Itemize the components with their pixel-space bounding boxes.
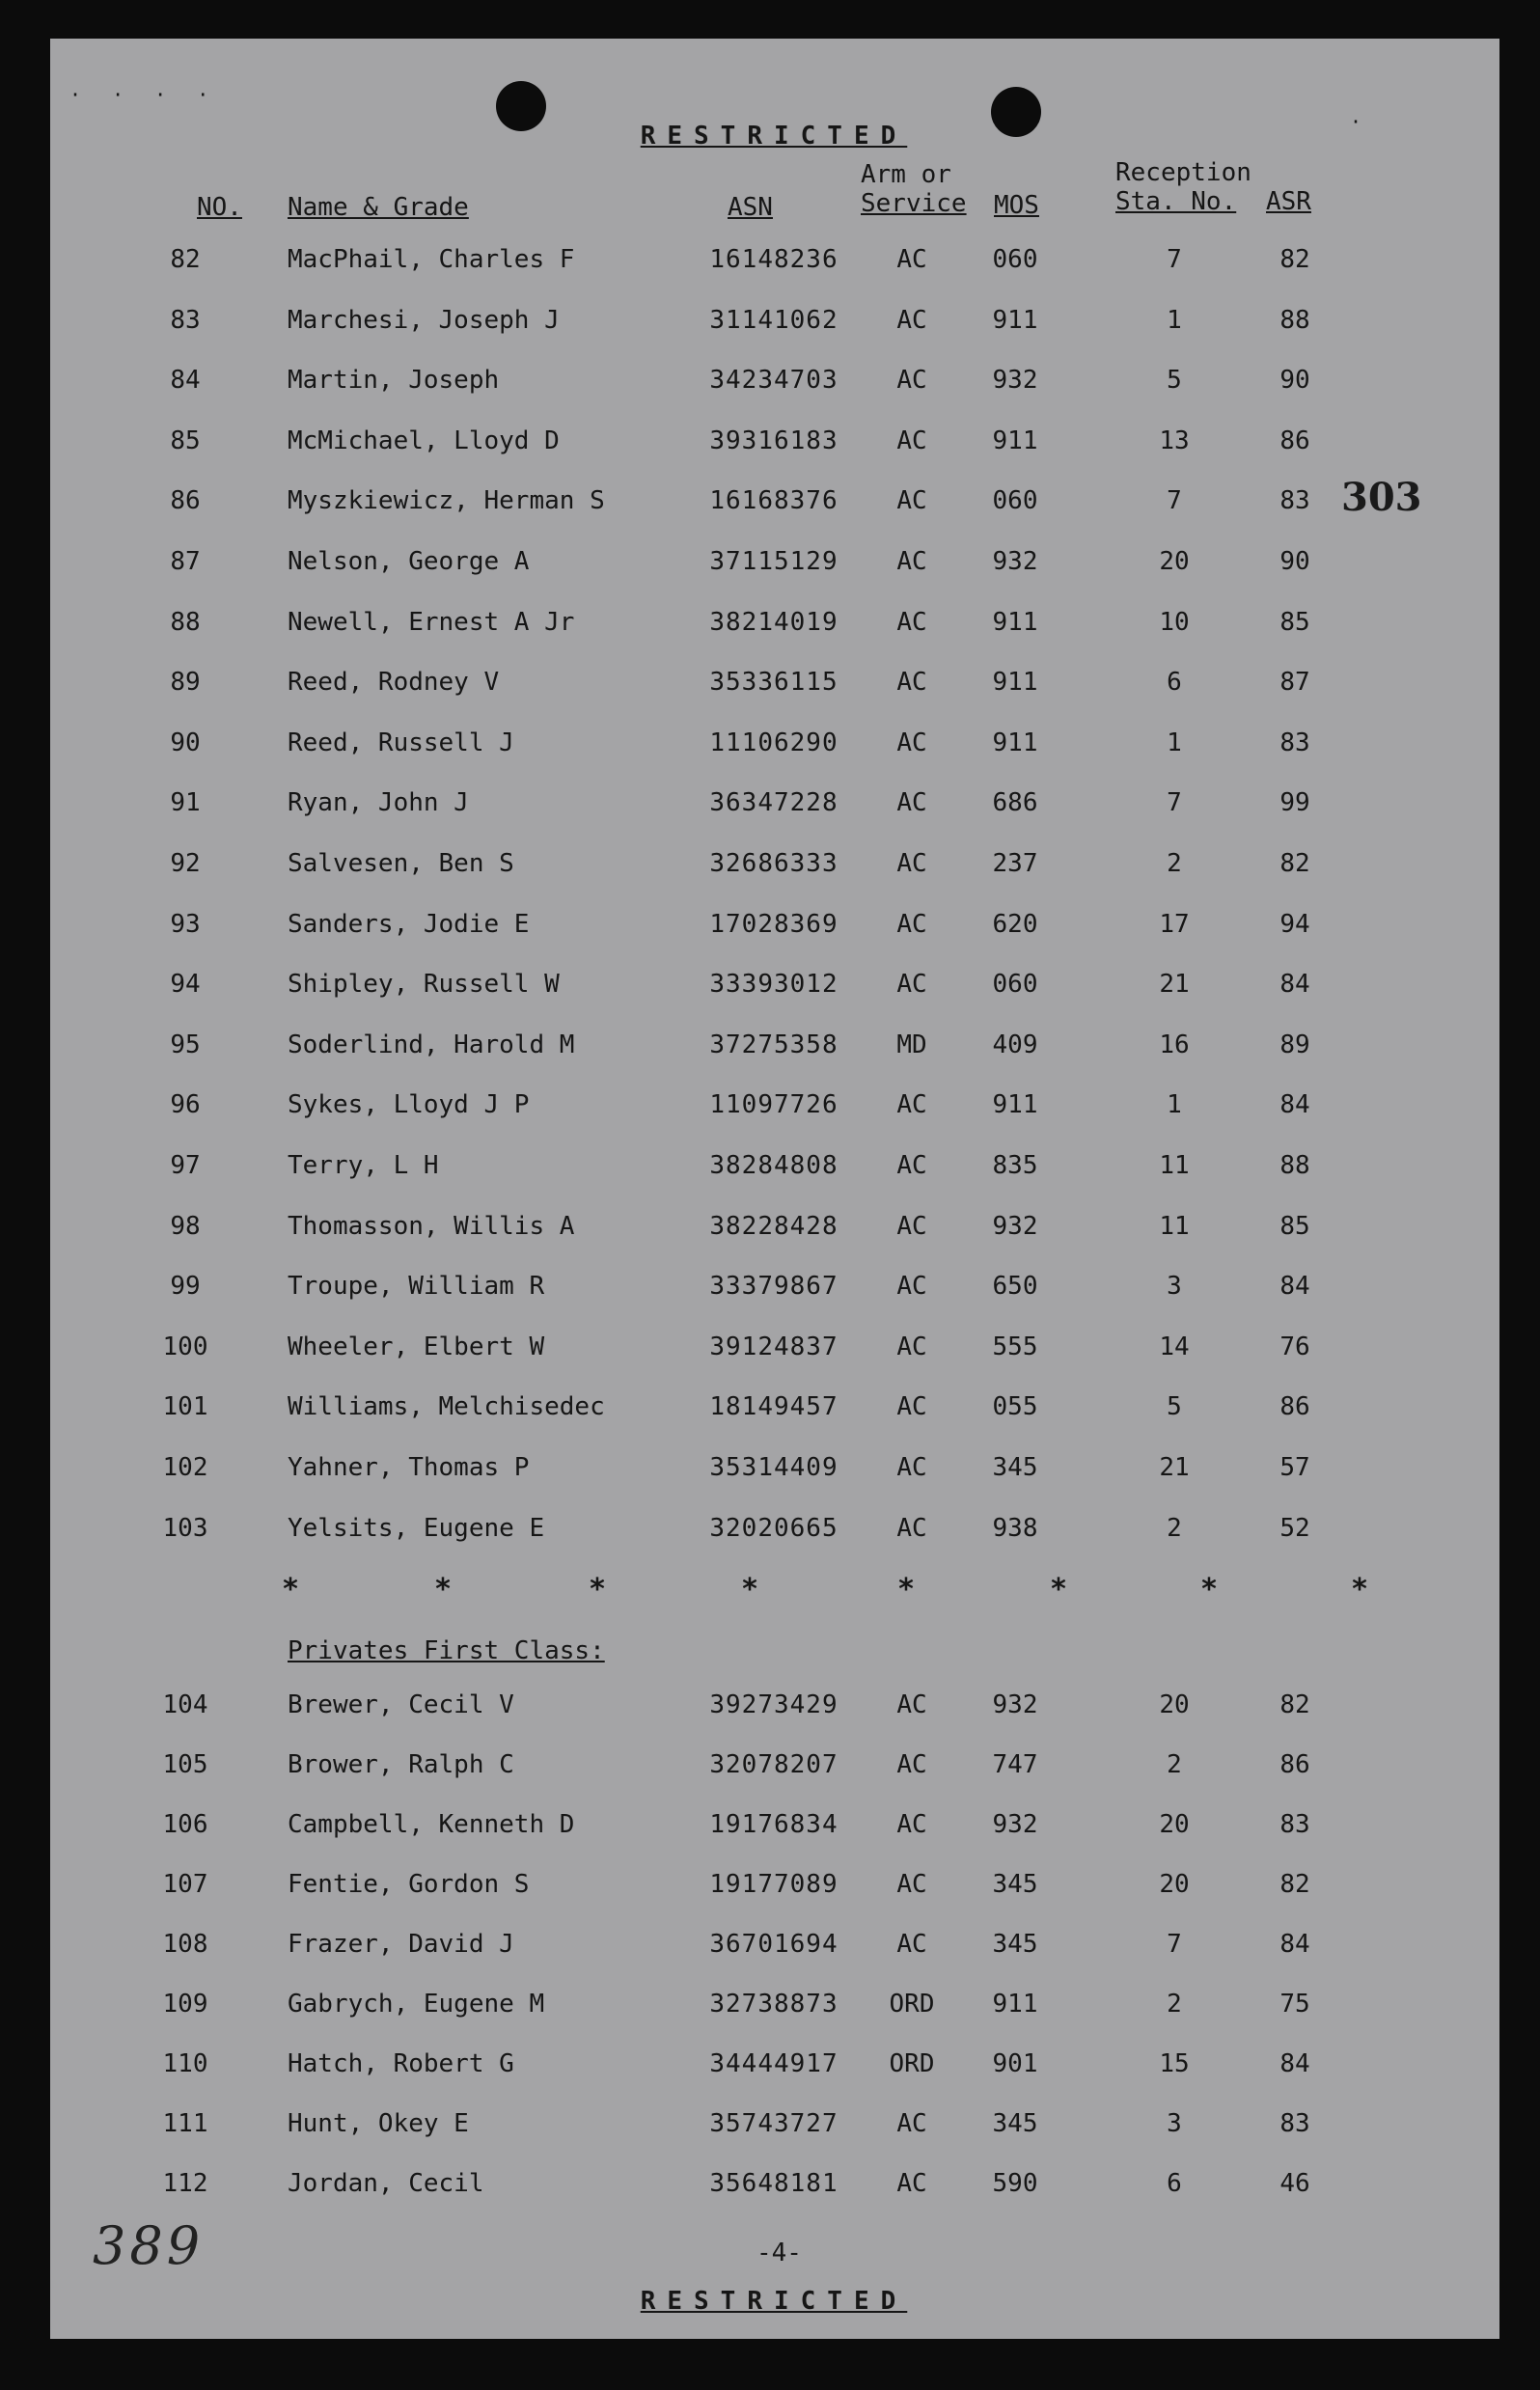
reception-station-cell: 1 — [1167, 1090, 1182, 1120]
asr-cell: 75 — [1279, 1990, 1310, 2019]
table-row — [50, 608, 1499, 656]
name-grade: Myszkiewicz, Herman S — [288, 486, 605, 516]
restricted-footer: RESTRICTED — [640, 2287, 908, 2316]
col-header-sta-top: Reception — [1115, 158, 1251, 187]
mos-cell: 237 — [992, 849, 1038, 878]
asn-cell: 31141062 — [709, 305, 839, 335]
arm-service-cell: MD — [896, 1030, 927, 1059]
row-number: 87 — [170, 547, 201, 576]
arm-service-cell: AC — [896, 2169, 927, 2198]
mos-cell: 345 — [992, 1453, 1038, 1482]
table-row — [50, 1690, 1499, 1739]
row-number: 85 — [170, 426, 201, 455]
name-grade: Terry, L H — [288, 1151, 439, 1180]
name-grade: MacPhail, Charles F — [288, 245, 575, 274]
reception-station-cell: 20 — [1159, 1810, 1190, 1839]
asr-cell: 46 — [1279, 2169, 1310, 2198]
asn-cell: 18149457 — [709, 1392, 839, 1422]
asr-cell: 84 — [1279, 2049, 1310, 2078]
row-number: 94 — [170, 970, 201, 1000]
arm-service-cell: AC — [896, 1453, 927, 1482]
table-row — [50, 668, 1499, 716]
arm-service-cell: AC — [896, 366, 927, 396]
reception-station-cell: 1 — [1167, 305, 1182, 335]
name-grade: McMichael, Lloyd D — [288, 426, 560, 455]
handwritten-number: 389 — [93, 2215, 205, 2276]
arm-service-cell: AC — [896, 2109, 927, 2138]
mos-cell: 055 — [992, 1392, 1038, 1422]
asr-cell: 84 — [1279, 970, 1310, 1000]
asn-cell: 34444917 — [709, 2049, 839, 2078]
mos-cell: 911 — [992, 607, 1038, 637]
asn-cell: 37115129 — [709, 547, 839, 576]
table-row — [50, 426, 1499, 475]
col-header-name: Name & Grade — [288, 193, 469, 222]
reception-station-cell: 7 — [1167, 486, 1182, 516]
arm-service-cell: AC — [896, 486, 927, 516]
name-grade: Salvesen, Ben S — [288, 849, 514, 878]
asr-cell: 85 — [1279, 607, 1310, 637]
asr-cell: 83 — [1279, 728, 1310, 757]
mos-cell: 911 — [992, 1090, 1038, 1120]
table-row — [50, 486, 1499, 535]
mos-cell: 060 — [992, 245, 1038, 274]
asn-cell: 35314409 — [709, 1453, 839, 1482]
row-number: 101 — [162, 1392, 208, 1422]
mos-cell: 590 — [992, 2169, 1038, 2198]
table-row — [50, 1514, 1499, 1562]
asn-cell: 19176834 — [709, 1810, 839, 1839]
col-header-asn: ASN — [728, 193, 773, 222]
reception-station-cell: 15 — [1159, 2049, 1190, 2078]
row-number: 92 — [170, 849, 201, 878]
reception-station-cell: 6 — [1167, 2169, 1182, 2198]
arm-service-cell: AC — [896, 668, 927, 698]
reception-station-cell: 3 — [1167, 2109, 1182, 2138]
name-grade: Frazer, David J — [288, 1930, 514, 1959]
stamped-number: 303 — [1341, 475, 1422, 520]
arm-service-cell: AC — [896, 1090, 927, 1120]
row-number: 103 — [162, 1513, 208, 1543]
reception-station-cell: 6 — [1167, 668, 1182, 698]
name-grade: Ryan, John J — [288, 788, 469, 818]
asr-cell: 89 — [1279, 1030, 1310, 1059]
arm-service-cell: AC — [896, 1870, 927, 1899]
arm-service-cell: AC — [896, 728, 927, 757]
table-row — [50, 1151, 1499, 1199]
row-number: 105 — [162, 1750, 208, 1779]
mos-cell: 345 — [992, 1870, 1038, 1899]
reception-station-cell: 5 — [1167, 1392, 1182, 1422]
arm-service-cell: AC — [896, 1810, 927, 1839]
asr-cell: 57 — [1279, 1453, 1310, 1482]
name-grade: Troupe, William R — [288, 1272, 545, 1302]
mos-cell: 345 — [992, 1930, 1038, 1959]
mos-cell: 747 — [992, 1750, 1038, 1779]
reception-station-cell: 14 — [1159, 1332, 1190, 1361]
mos-cell: 932 — [992, 547, 1038, 576]
table-row — [50, 2049, 1499, 2098]
asr-cell: 83 — [1279, 1810, 1310, 1839]
name-grade: Newell, Ernest A Jr — [288, 607, 575, 637]
asn-cell: 17028369 — [709, 909, 839, 939]
mos-cell: 686 — [992, 788, 1038, 818]
asn-cell: 32020665 — [709, 1513, 839, 1543]
arm-service-cell: AC — [896, 245, 927, 274]
asn-cell: 35336115 — [709, 668, 839, 698]
asn-cell: 11106290 — [709, 728, 839, 757]
row-number: 95 — [170, 1030, 201, 1059]
asr-cell: 82 — [1279, 1690, 1310, 1719]
mos-cell: 932 — [992, 1810, 1038, 1839]
asn-cell: 33379867 — [709, 1272, 839, 1302]
row-number: 107 — [162, 1870, 208, 1899]
name-grade: Yahner, Thomas P — [288, 1453, 530, 1482]
mos-cell: 835 — [992, 1151, 1038, 1180]
asr-cell: 88 — [1279, 1151, 1310, 1180]
reception-station-cell: 5 — [1167, 366, 1182, 396]
row-number: 88 — [170, 607, 201, 637]
arm-service-cell: AC — [896, 1392, 927, 1422]
table-row — [50, 2109, 1499, 2157]
mos-cell: 409 — [992, 1030, 1038, 1059]
row-number: 91 — [170, 788, 201, 818]
arm-service-cell: AC — [896, 1332, 927, 1361]
asn-cell: 35648181 — [709, 2169, 839, 2198]
arm-service-cell: AC — [896, 426, 927, 455]
asr-cell: 84 — [1279, 1272, 1310, 1302]
asr-cell: 87 — [1279, 668, 1310, 698]
col-header-sta-bottom: Sta. No. — [1115, 187, 1237, 216]
mos-cell: 650 — [992, 1272, 1038, 1302]
row-number: 109 — [162, 1990, 208, 2019]
asn-cell: 36347228 — [709, 788, 839, 818]
name-grade: Yelsits, Eugene E — [288, 1513, 545, 1543]
name-grade: Thomasson, Willis A — [288, 1211, 575, 1241]
row-number: 102 — [162, 1453, 208, 1482]
table-row — [50, 1212, 1499, 1260]
asn-cell: 32078207 — [709, 1750, 839, 1779]
asn-cell: 38214019 — [709, 607, 839, 637]
reception-station-cell: 11 — [1159, 1151, 1190, 1180]
punch-hole-left — [496, 81, 546, 131]
arm-service-cell: AC — [896, 1690, 927, 1719]
row-number: 90 — [170, 728, 201, 757]
name-grade: Brower, Ralph C — [288, 1750, 514, 1779]
row-number: 112 — [162, 2169, 208, 2198]
reception-station-cell: 2 — [1167, 1750, 1182, 1779]
mos-cell: 345 — [992, 2109, 1038, 2138]
name-grade: Reed, Russell J — [288, 728, 514, 757]
document-page — [50, 39, 1499, 2339]
asn-cell: 34234703 — [709, 366, 839, 396]
asr-cell: 82 — [1279, 849, 1310, 878]
section-title: Privates First Class: — [288, 1636, 605, 1665]
row-number: 82 — [170, 245, 201, 274]
arm-service-cell: AC — [896, 788, 927, 818]
arm-service-cell: ORD — [889, 1990, 935, 2019]
name-grade: Campbell, Kenneth D — [288, 1810, 575, 1839]
paper-speck: · — [1350, 110, 1362, 133]
name-grade: Hatch, Robert G — [288, 2049, 514, 2078]
arm-service-cell: AC — [896, 1151, 927, 1180]
reception-station-cell: 3 — [1167, 1272, 1182, 1302]
paper-specks: · · · · — [69, 83, 219, 106]
row-number: 108 — [162, 1930, 208, 1959]
mos-cell: 911 — [992, 668, 1038, 698]
asn-cell: 38228428 — [709, 1211, 839, 1241]
asn-cell: 16168376 — [709, 486, 839, 516]
row-number: 104 — [162, 1690, 208, 1719]
col-header-no: NO. — [197, 193, 242, 222]
name-grade: Marchesi, Joseph J — [288, 305, 560, 335]
asr-cell: 76 — [1279, 1332, 1310, 1361]
mos-cell: 555 — [992, 1332, 1038, 1361]
table-row — [50, 1090, 1499, 1139]
mos-cell: 901 — [992, 2049, 1038, 2078]
row-number: 98 — [170, 1211, 201, 1241]
col-header-arm-top: Arm or — [861, 160, 951, 189]
mos-cell: 620 — [992, 909, 1038, 939]
col-header-asr: ASR — [1266, 187, 1311, 216]
table-row — [50, 547, 1499, 595]
asn-cell: 39273429 — [709, 1690, 839, 1719]
table-row — [50, 366, 1499, 414]
table-row — [50, 970, 1499, 1018]
arm-service-cell: AC — [896, 1211, 927, 1241]
arm-service-cell: AC — [896, 1930, 927, 1959]
asr-cell: 52 — [1279, 1513, 1310, 1543]
table-row — [50, 849, 1499, 897]
mos-cell: 911 — [992, 728, 1038, 757]
arm-service-cell: AC — [896, 1750, 927, 1779]
reception-station-cell: 20 — [1159, 1690, 1190, 1719]
reception-station-cell: 2 — [1167, 1513, 1182, 1543]
asn-cell: 33393012 — [709, 970, 839, 1000]
asr-cell: 84 — [1279, 1090, 1310, 1120]
reception-station-cell: 16 — [1159, 1030, 1190, 1059]
reception-station-cell: 17 — [1159, 909, 1190, 939]
mos-cell: 938 — [992, 1513, 1038, 1543]
arm-service-cell: AC — [896, 1272, 927, 1302]
asr-cell: 83 — [1279, 2109, 1310, 2138]
table-row — [50, 1750, 1499, 1799]
table-row — [50, 1930, 1499, 1978]
name-grade: Jordan, Cecil — [288, 2169, 484, 2198]
reception-station-cell: 20 — [1159, 547, 1190, 576]
asr-cell: 94 — [1279, 909, 1310, 939]
asn-cell: 37275358 — [709, 1030, 839, 1059]
reception-station-cell: 21 — [1159, 970, 1190, 1000]
reception-station-cell: 7 — [1167, 788, 1182, 818]
name-grade: Shipley, Russell W — [288, 970, 560, 1000]
asn-cell: 39316183 — [709, 426, 839, 455]
name-grade: Hunt, Okey E — [288, 2109, 469, 2138]
page-number: -4- — [756, 2239, 802, 2267]
restricted-header: RESTRICTED — [640, 122, 908, 151]
table-row — [50, 1870, 1499, 1918]
name-grade: Fentie, Gordon S — [288, 1870, 530, 1899]
reception-station-cell: 7 — [1167, 1930, 1182, 1959]
mos-cell: 060 — [992, 970, 1038, 1000]
name-grade: Brewer, Cecil V — [288, 1690, 514, 1719]
table-row — [50, 1272, 1499, 1320]
arm-service-cell: AC — [896, 305, 927, 335]
asn-cell: 19177089 — [709, 1870, 839, 1899]
name-grade: Soderlind, Harold M — [288, 1030, 575, 1059]
name-grade: Sykes, Lloyd J P — [288, 1090, 530, 1120]
mos-cell: 911 — [992, 426, 1038, 455]
asn-cell: 36701694 — [709, 1930, 839, 1959]
reception-station-cell: 21 — [1159, 1453, 1190, 1482]
asn-cell: 16148236 — [709, 245, 839, 274]
arm-service-cell: AC — [896, 1513, 927, 1543]
arm-service-cell: AC — [896, 547, 927, 576]
reception-station-cell: 20 — [1159, 1870, 1190, 1899]
row-number: 111 — [162, 2109, 208, 2138]
mos-cell: 911 — [992, 1990, 1038, 2019]
table-row — [50, 245, 1499, 293]
name-grade: Nelson, George A — [288, 547, 530, 576]
mos-cell: 932 — [992, 1690, 1038, 1719]
table-row — [50, 1392, 1499, 1441]
asr-cell: 84 — [1279, 1930, 1310, 1959]
reception-station-cell: 1 — [1167, 728, 1182, 757]
asn-cell: 39124837 — [709, 1332, 839, 1361]
asr-cell: 82 — [1279, 245, 1310, 274]
asr-cell: 82 — [1279, 1870, 1310, 1899]
row-number: 110 — [162, 2049, 208, 2078]
asn-cell: 35743727 — [709, 2109, 839, 2138]
reception-station-cell: 11 — [1159, 1211, 1190, 1241]
row-number: 93 — [170, 909, 201, 939]
reception-station-cell: 2 — [1167, 1990, 1182, 2019]
asr-cell: 86 — [1279, 426, 1310, 455]
name-grade: Reed, Rodney V — [288, 668, 500, 698]
mos-cell: 911 — [992, 305, 1038, 335]
name-grade: Gabrych, Eugene M — [288, 1990, 545, 2019]
asr-cell: 83 — [1279, 486, 1310, 516]
asr-cell: 90 — [1279, 547, 1310, 576]
reception-station-cell: 13 — [1159, 426, 1190, 455]
asr-cell: 99 — [1279, 788, 1310, 818]
row-number: 99 — [170, 1272, 201, 1302]
name-grade: Martin, Joseph — [288, 366, 500, 396]
asn-cell: 38284808 — [709, 1151, 839, 1180]
asn-cell: 32686333 — [709, 849, 839, 878]
row-number: 86 — [170, 486, 201, 516]
row-number: 96 — [170, 1090, 201, 1120]
table-row — [50, 1990, 1499, 2038]
arm-service-cell: AC — [896, 849, 927, 878]
asr-cell: 90 — [1279, 366, 1310, 396]
arm-service-cell: AC — [896, 970, 927, 1000]
reception-station-cell: 10 — [1159, 607, 1190, 637]
table-row — [50, 788, 1499, 837]
table-row — [50, 1453, 1499, 1501]
col-header-mos: MOS — [994, 191, 1039, 220]
table-row — [50, 306, 1499, 354]
asr-cell: 85 — [1279, 1211, 1310, 1241]
asn-cell: 32738873 — [709, 1990, 839, 2019]
row-number: 97 — [170, 1151, 201, 1180]
mos-cell: 060 — [992, 486, 1038, 516]
name-grade: Williams, Melchisedec — [288, 1392, 605, 1422]
table-row — [50, 2169, 1499, 2217]
asn-cell: 11097726 — [709, 1090, 839, 1120]
row-number: 106 — [162, 1810, 208, 1839]
row-number: 89 — [170, 668, 201, 698]
table-row — [50, 728, 1499, 777]
arm-service-cell: AC — [896, 909, 927, 939]
asr-cell: 88 — [1279, 305, 1310, 335]
name-grade: Wheeler, Elbert W — [288, 1332, 545, 1361]
punch-hole-right — [991, 87, 1041, 137]
table-row — [50, 1810, 1499, 1858]
col-header-arm-bottom: Service — [861, 189, 967, 218]
asr-cell: 86 — [1279, 1392, 1310, 1422]
reception-station-cell: 7 — [1167, 245, 1182, 274]
mos-cell: 932 — [992, 366, 1038, 396]
row-number: 83 — [170, 305, 201, 335]
row-number: 84 — [170, 366, 201, 396]
reception-station-cell: 2 — [1167, 849, 1182, 878]
table-row — [50, 910, 1499, 958]
arm-service-cell: AC — [896, 607, 927, 637]
table-row — [50, 1332, 1499, 1381]
name-grade: Sanders, Jodie E — [288, 909, 530, 939]
arm-service-cell: ORD — [889, 2049, 935, 2078]
section-separator: * * * * * * * * — [282, 1573, 1369, 1607]
asr-cell: 86 — [1279, 1750, 1310, 1779]
mos-cell: 932 — [992, 1211, 1038, 1241]
table-row — [50, 1030, 1499, 1079]
row-number: 100 — [162, 1332, 208, 1361]
